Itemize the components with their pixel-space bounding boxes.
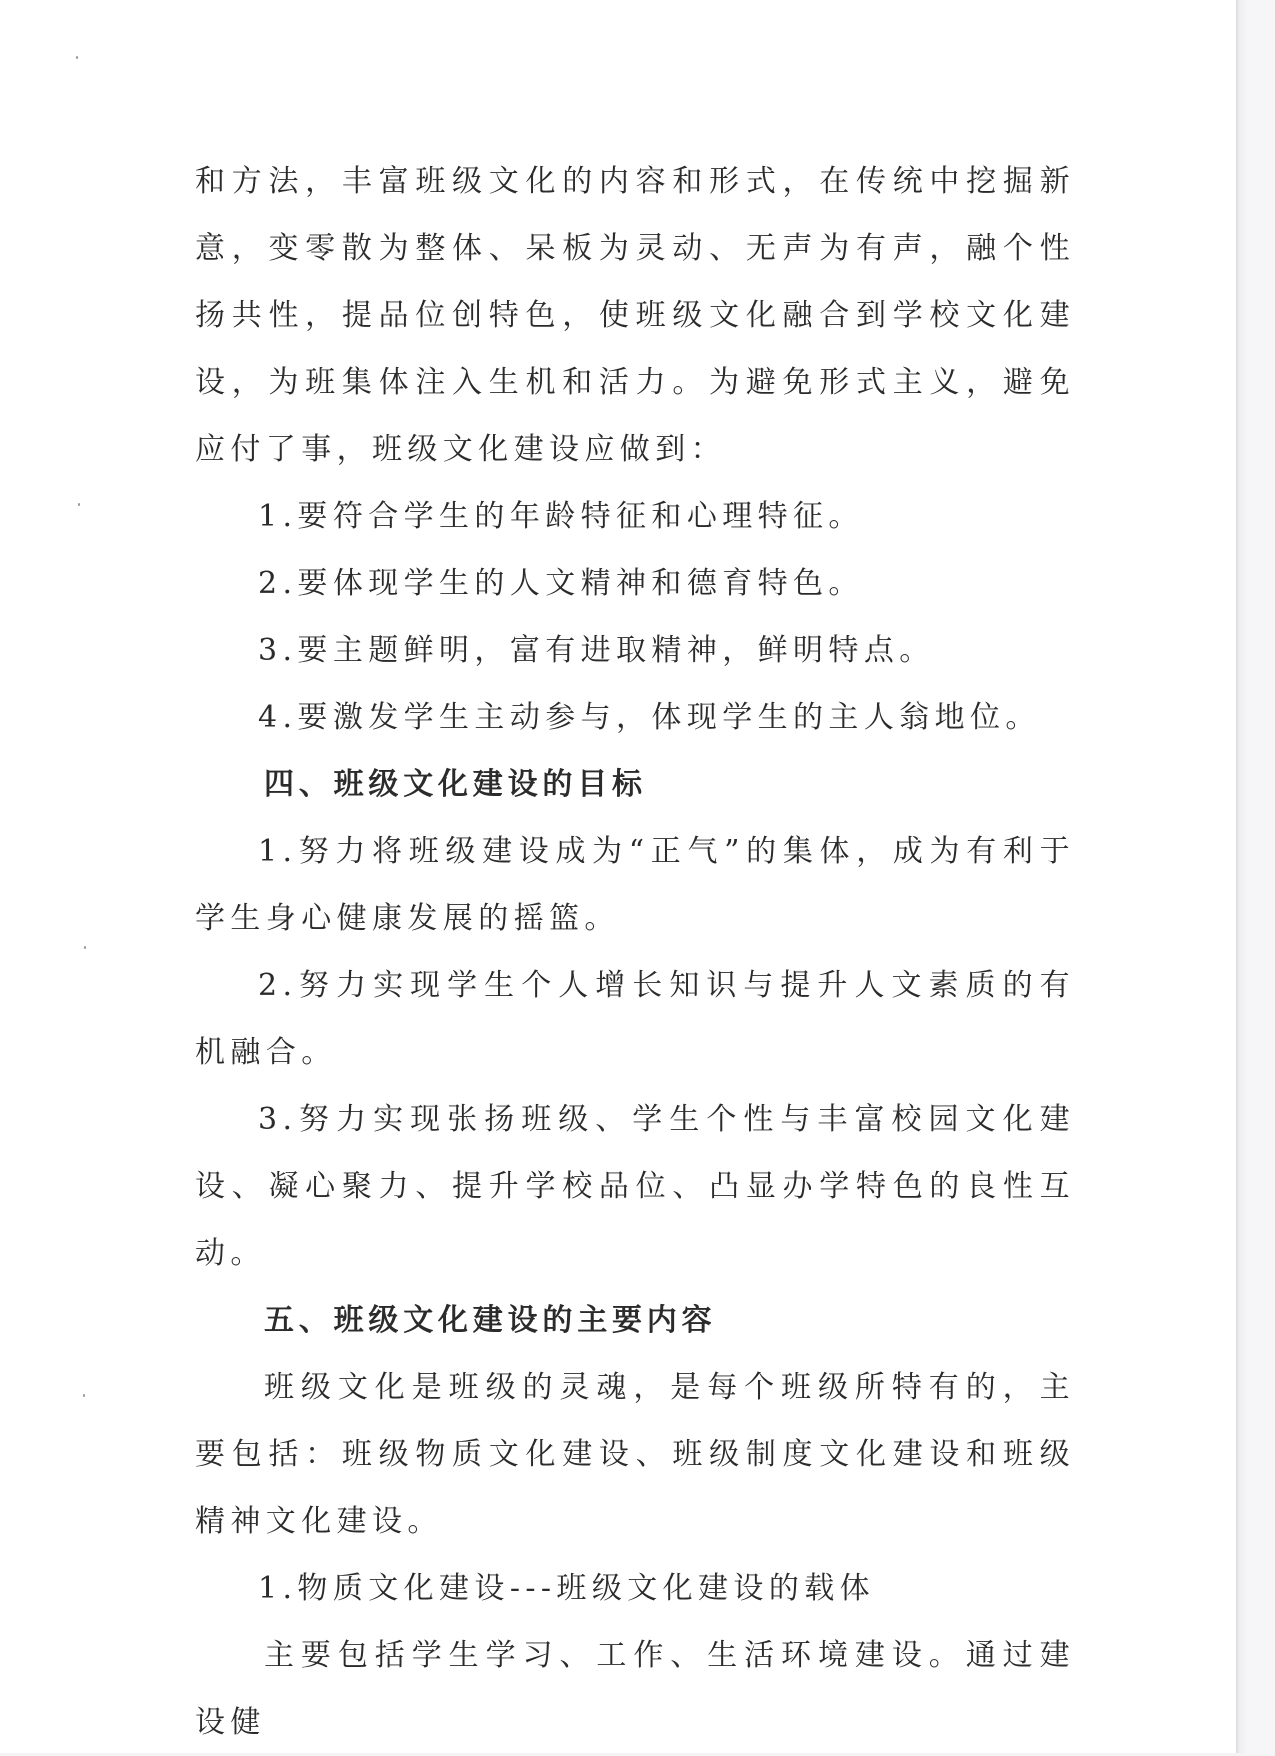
- requirement-item-3: 3.要主题鲜明，富有进取精神，鲜明特点。: [258, 633, 935, 668]
- goal-item-2: 2.努力实现学生个人增长知识与提升人文素质的有机融合。: [195, 968, 1075, 1070]
- requirement-item-2: 2.要体现学生的人文精神和德育特色。: [258, 566, 864, 601]
- document-body: [195, 148, 1075, 1756]
- content-item-1: 1.物质文化建设---班级文化建设的载体: [258, 1571, 876, 1606]
- scan-speck: [76, 56, 78, 59]
- requirement-item-1: 1.要符合学生的年龄特征和心理特征。: [258, 499, 864, 534]
- paragraph-continuation: 和方法，丰富班级文化的内容和形式，在传统中挖掘新意，变零散为整体、呆板为灵动、无声为有声，融个性扬共性，提品位创特色，使班级文化融合到学校文化建设，为班集体注入生机和活力。为避免形式主义，避免应付了事，班级文化建设应做到：: [195, 164, 1075, 467]
- scan-speck: [84, 946, 86, 949]
- scan-speck: [78, 503, 80, 506]
- scanner-bed-edge: [1236, 0, 1275, 1753]
- section-heading-5: 五、班级文化建设的主要内容: [264, 1303, 717, 1338]
- goal-item-3: 3.努力实现张扬班级、学生个性与丰富校园文化建设、凝心聚力、提升学校品位、凸显办学特色的良性互动。: [195, 1102, 1075, 1271]
- section-heading-4: 四、班级文化建设的目标: [264, 767, 647, 802]
- content-intro-paragraph: 班级文化是班级的灵魂，是每个班级所特有的，主要包括：班级物质文化建设、班级制度文化建设和班级精神文化建设。: [195, 1370, 1075, 1539]
- content-item-1-description: 主要包括学生学习、工作、生活环境建设。通过建设健: [195, 1638, 1075, 1740]
- scan-speck: [83, 1394, 85, 1397]
- goal-item-1: 1.努力将班级建设成为“正气”的集体，成为有利于学生身心健康发展的摇篮。: [195, 834, 1075, 936]
- requirement-item-4: 4.要激发学生主动参与，体现学生的主人翁地位。: [258, 700, 1041, 735]
